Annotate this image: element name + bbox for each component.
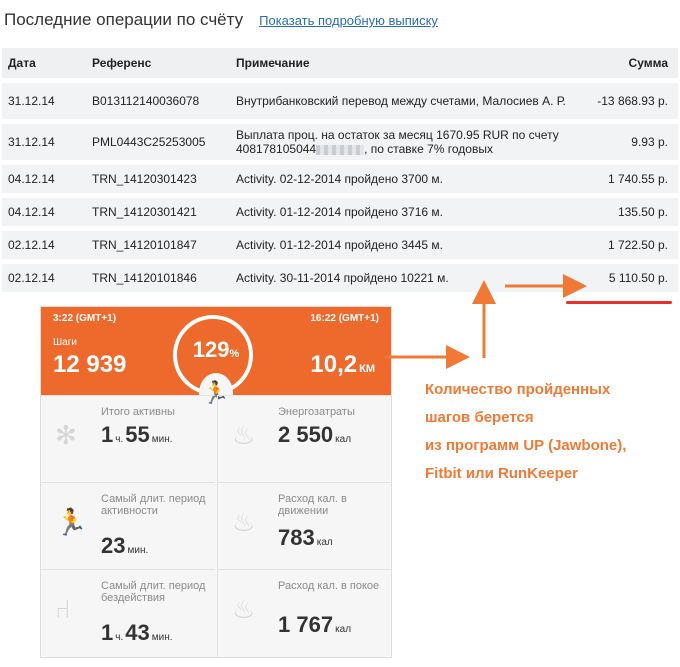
cell-date: 04.12.14 xyxy=(8,172,55,186)
cell-sum: 5 110.50 р. xyxy=(608,271,668,285)
stat-label: Расход кал. в покое xyxy=(278,580,380,592)
show-statement-link[interactable]: Показать подробную выписку xyxy=(259,13,438,28)
annotation-line4: Fitbit или RunKeeper xyxy=(425,465,578,482)
cell-note: Activity. 01-12-2014 пройдено 3716 м. xyxy=(236,205,443,219)
page-title: Последние операции по счёту xyxy=(4,10,244,29)
goal-percent-value: 129 xyxy=(192,337,230,362)
stat-u2: мин. xyxy=(151,434,173,445)
annotation-line3: из программ UP (Jawbone), xyxy=(425,437,627,454)
stat-v1: 2 550 xyxy=(278,422,334,447)
stat-v2: 43 xyxy=(125,620,150,645)
annotation-text xyxy=(425,376,675,488)
stat-u1: кал xyxy=(316,537,333,548)
annotation-line1: Количество пройденных xyxy=(425,381,611,398)
stat-label: Самый длит. период активности xyxy=(101,493,206,517)
cell-note: Activity. 30-11-2014 пройдено 10221 м. xyxy=(236,271,449,285)
stat-v1: 1 767 xyxy=(278,612,334,637)
runner-icon: 🏃 xyxy=(199,373,233,413)
distance-unit: КМ xyxy=(359,363,375,375)
col-ref-header: Референс xyxy=(92,56,152,70)
stat-v1: 783 xyxy=(278,525,315,550)
cell-sum: -13 868.93 р. xyxy=(597,94,668,108)
cell-date: 02.12.14 xyxy=(8,238,55,252)
note-line1: Выплата проц. на остаток за месяц 1670.95 RUR по счету xyxy=(236,128,559,142)
goal-percent-sign: % xyxy=(229,348,240,360)
cell-ref: PML0443C25253005 xyxy=(92,135,206,149)
note-line2-rest: , по ставке 7% годовых xyxy=(364,142,493,156)
steps-label: Шаги xyxy=(53,337,77,348)
stat-v1: 1 xyxy=(101,422,114,447)
cell-note: Activity. 02-12-2014 пройдено 3700 м. xyxy=(236,172,443,186)
cell-date: 04.12.14 xyxy=(8,205,55,219)
stat-u1: кал xyxy=(335,434,352,445)
cell-note: Внутрибанковский перевод между счетами, Малосиев А. Р. xyxy=(236,94,566,108)
cell-sum: 9.93 р. xyxy=(631,135,668,149)
distance-number: 10,2 xyxy=(310,351,358,378)
cell-ref: TRN_14120301421 xyxy=(92,205,197,219)
cell-ref: TRN_14120101846 xyxy=(92,271,197,285)
runner-icon: 🏃 xyxy=(55,507,88,537)
cell-note: Activity. 01-12-2014 пройдено 3445 м. xyxy=(236,238,443,252)
chair-icon: ⑁ xyxy=(55,594,71,624)
stat-label: Итого активны xyxy=(101,406,175,418)
stat-label: Самый длит. период бездействия xyxy=(101,580,206,604)
stat-v1: 23 xyxy=(101,533,126,558)
sparkle-icon: ✻ xyxy=(55,420,77,450)
stat-u1: ч. xyxy=(115,632,124,643)
stat-label: Расход кал. в движении xyxy=(278,493,347,517)
cell-date: 31.12.14 xyxy=(8,94,55,108)
stat-label: Энергозатраты xyxy=(278,406,355,418)
stat-v2: 55 xyxy=(125,422,150,447)
flame-icon: ♨ xyxy=(232,594,256,624)
col-sum-header: Сумма xyxy=(628,56,668,70)
steps-value: 12 939 xyxy=(53,351,127,378)
cell-date: 31.12.14 xyxy=(8,135,55,149)
start-time: 3:22 (GMT+1) xyxy=(53,313,117,324)
end-time: 16:22 (GMT+1) xyxy=(310,313,379,324)
col-date-header: Дата xyxy=(8,56,36,70)
stat-v1: 1 xyxy=(101,620,114,645)
cell-ref: TRN_14120301423 xyxy=(92,172,197,186)
flame-icon: ♨ xyxy=(232,507,256,537)
stat-u2: мин. xyxy=(151,632,173,643)
stat-u1: кал xyxy=(335,624,352,635)
cell-ref: B013112140036078 xyxy=(92,94,200,108)
cell-sum: 1 740.55 р. xyxy=(607,172,668,186)
account-number: 408178105044 xyxy=(236,142,317,156)
cell-ref: TRN_14120101847 xyxy=(92,238,197,252)
stat-u1: мин. xyxy=(127,545,149,556)
annotation-line2: шагов берется xyxy=(425,409,534,426)
col-note-header: Примечание xyxy=(236,56,310,70)
cell-date: 02.12.14 xyxy=(8,271,55,285)
flame-icon: ♨ xyxy=(232,420,256,450)
cell-sum: 135.50 р. xyxy=(617,205,668,219)
cell-sum: 1 722.50 р. xyxy=(607,238,668,252)
stat-u1: ч. xyxy=(115,434,124,445)
